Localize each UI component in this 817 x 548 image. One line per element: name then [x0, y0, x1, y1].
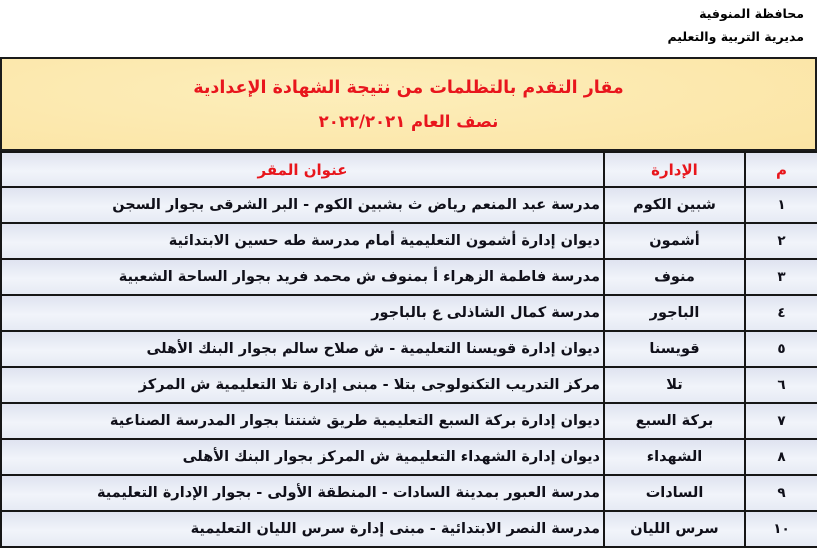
- address-cell: ديوان إدارة الشهداء التعليمية ش المركز بجوار البنك الأهلى: [1, 439, 604, 475]
- table-header-row: [1, 152, 817, 187]
- address-cell: ديوان إدارة قويسنا التعليمية - ش صلاح سالم بجوار البنك الأهلى: [1, 331, 604, 367]
- administration-cell: قويسنا: [604, 331, 745, 367]
- table-row: [1, 187, 817, 223]
- row-number-cell: ٦: [745, 367, 817, 403]
- address-cell: مدرسة عبد المنعم رياض ث بشبين الكوم - البر الشرقى بجوار السجن: [1, 187, 604, 223]
- address-cell: مدرسة العبور بمدينة السادات - المنطقة الأولى - بجوار الإدارة التعليمية: [1, 475, 604, 511]
- header-administration: الإدارة: [604, 152, 745, 187]
- row-number-cell: ٨: [745, 439, 817, 475]
- row-number-cell: ١: [745, 187, 817, 223]
- row-number-cell: ٩: [745, 475, 817, 511]
- address-cell: ديوان إدارة أشمون التعليمية أمام مدرسة طه حسين الابتدائية: [1, 223, 604, 259]
- table-row: [1, 439, 817, 475]
- row-number-cell: ٣: [745, 259, 817, 295]
- title-banner: [0, 57, 817, 151]
- address-cell: مدرسة كمال الشاذلى ع بالباجور: [1, 295, 604, 331]
- table-row: [1, 475, 817, 511]
- address-cell: مركز التدريب التكنولوجى بتلا - مبنى إدارة تلا التعليمية ش المركز: [1, 367, 604, 403]
- appeal-locations-table: [0, 151, 817, 548]
- row-number-cell: ٥: [745, 331, 817, 367]
- banner-title: مقار التقدم بالتظلمات من نتيجة الشهادة الإعدادية: [193, 77, 624, 98]
- table-row: [1, 259, 817, 295]
- table-row: [1, 403, 817, 439]
- administration-cell: أشمون: [604, 223, 745, 259]
- table-row: [1, 331, 817, 367]
- row-number-cell: ٤: [745, 295, 817, 331]
- address-cell: مدرسة فاطمة الزهراء أ بمنوف ش محمد فريد بجوار الساحة الشعبية: [1, 259, 604, 295]
- table-body: [1, 187, 817, 547]
- administration-cell: السادات: [604, 475, 745, 511]
- administration-cell: تلا: [604, 367, 745, 403]
- row-number-cell: ٧: [745, 403, 817, 439]
- administration-cell: الشهداء: [604, 439, 745, 475]
- administration-cell: الباجور: [604, 295, 745, 331]
- administration-cell: شبين الكوم: [604, 187, 745, 223]
- table-row: [1, 511, 817, 547]
- address-cell: ديوان إدارة بركة السبع التعليمية طريق شنتنا بجوار المدرسة الصناعية: [1, 403, 604, 439]
- letterhead: [667, 3, 804, 48]
- header-number: م: [745, 152, 817, 187]
- address-cell: مدرسة النصر الابتدائية - مبنى إدارة سرس الليان التعليمية: [1, 511, 604, 547]
- row-number-cell: ١٠: [745, 511, 817, 547]
- table-row: [1, 295, 817, 331]
- table-row: [1, 223, 817, 259]
- administration-cell: منوف: [604, 259, 745, 295]
- row-number-cell: ٢: [745, 223, 817, 259]
- letterhead-directorate: مديرية التربية والتعليم: [667, 28, 804, 44]
- administration-cell: بركة السبع: [604, 403, 745, 439]
- table-row: [1, 367, 817, 403]
- letterhead-governorate: محافظة المنوفية: [699, 6, 804, 21]
- banner-subtitle: نصف العام ٢٠٢٢/٢٠٢١: [318, 111, 499, 131]
- administration-cell: سرس الليان: [604, 511, 745, 547]
- header-address: عنوان المقر: [1, 152, 604, 187]
